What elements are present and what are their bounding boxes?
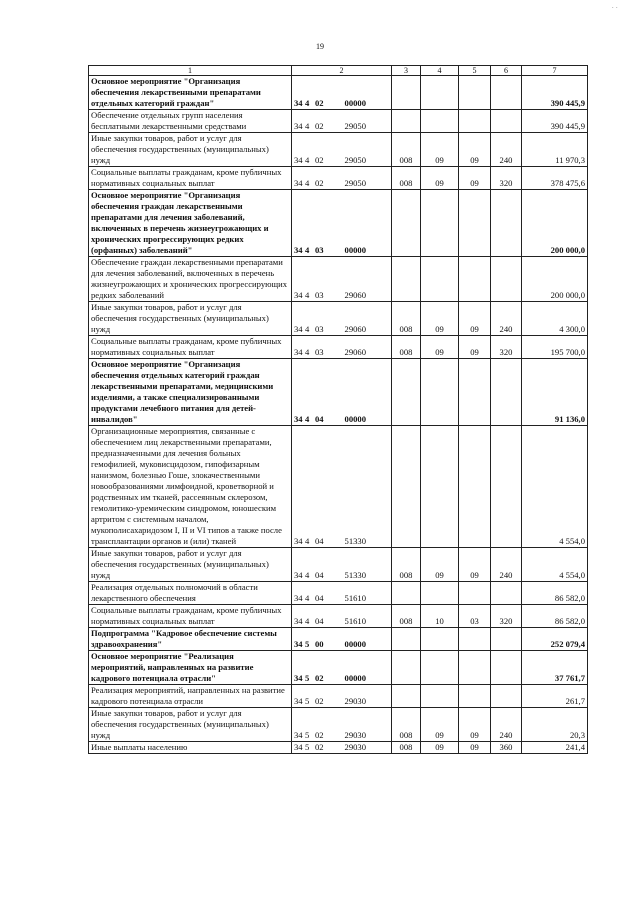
code-subprogram: 4 xyxy=(305,616,310,626)
header-cell: 3 xyxy=(392,66,421,76)
row-section-cell xyxy=(421,359,459,426)
row-ministry-cell xyxy=(392,628,421,651)
row-name-cell: Реализация мероприятий, направленных на развитие кадрового потенциала отрасли xyxy=(89,685,292,708)
header-cell: 5 xyxy=(459,66,491,76)
row-section-cell: 09 xyxy=(421,708,459,742)
table-row xyxy=(89,605,588,628)
table-row xyxy=(89,742,588,754)
row-ministry-cell xyxy=(392,582,421,605)
row-section-cell: 09 xyxy=(421,302,459,336)
row-subsection-cell: 09 xyxy=(459,708,491,742)
code-subprogram: 4 xyxy=(305,98,310,108)
code-activity: 04 xyxy=(315,593,324,603)
table-row xyxy=(89,302,588,336)
code-direction: 29030 xyxy=(344,742,366,752)
row-subsection-cell xyxy=(459,359,491,426)
table-row-section xyxy=(89,76,588,110)
code-direction: 51610 xyxy=(344,616,366,626)
code-direction: 29050 xyxy=(344,155,366,165)
row-expense-type-cell xyxy=(491,76,522,110)
code-direction: 00000 xyxy=(344,414,366,424)
row-amount-cell: 4 554,0 xyxy=(522,548,588,582)
code-subprogram: 4 xyxy=(305,245,310,255)
code-subprogram: 4 xyxy=(305,155,310,165)
code-subprogram: 4 xyxy=(305,324,310,334)
table-row xyxy=(89,167,588,190)
row-name-cell: Обеспечение отдельных групп населения бесплатными лекарственными средствами xyxy=(89,110,292,133)
row-code-cell xyxy=(292,628,392,651)
code-subprogram: 4 xyxy=(305,347,310,357)
row-subsection-cell: 09 xyxy=(459,302,491,336)
row-section-cell xyxy=(421,628,459,651)
table-row xyxy=(89,708,588,742)
row-code-cell xyxy=(292,582,392,605)
code-subprogram: 4 xyxy=(305,178,310,188)
code-activity: 04 xyxy=(315,616,324,626)
row-section-cell xyxy=(421,651,459,685)
row-ministry-cell xyxy=(392,190,421,257)
row-amount-cell: 11 970,3 xyxy=(522,133,588,167)
code-activity: 02 xyxy=(315,178,324,188)
row-amount-cell: 91 136,0 xyxy=(522,359,588,426)
table-row-section xyxy=(89,190,588,257)
code-program: 34 xyxy=(294,536,303,546)
code-activity: 02 xyxy=(315,673,324,683)
row-name-cell: Основное мероприятие "Реализация мероприятий, направленных на развитие кадрового потенциала отрасли" xyxy=(89,651,292,685)
row-ministry-cell: 008 xyxy=(392,167,421,190)
code-activity: 03 xyxy=(315,245,324,255)
code-subprogram: 4 xyxy=(305,121,310,131)
row-amount-cell: 195 700,0 xyxy=(522,336,588,359)
code-activity: 02 xyxy=(315,121,324,131)
row-subsection-cell xyxy=(459,628,491,651)
row-section-cell xyxy=(421,426,459,548)
row-amount-cell: 20,3 xyxy=(522,708,588,742)
row-subsection-cell xyxy=(459,110,491,133)
row-expense-type-cell: 240 xyxy=(491,133,522,167)
row-code-cell xyxy=(292,742,392,754)
table-row xyxy=(89,582,588,605)
row-section-cell xyxy=(421,582,459,605)
row-ministry-cell xyxy=(392,257,421,302)
row-name-cell: Основное мероприятие "Организация обеспечения граждан лекарственными препаратами для лечения заболеваний, включенных в перечень жизнеугрожающих и хронических прогрессирующих редких (орфанных) заболеваний" xyxy=(89,190,292,257)
row-ministry-cell: 008 xyxy=(392,605,421,628)
row-code-cell xyxy=(292,302,392,336)
code-program: 34 xyxy=(294,155,303,165)
code-subprogram: 4 xyxy=(305,570,310,580)
row-code-cell xyxy=(292,685,392,708)
row-ministry-cell xyxy=(392,651,421,685)
row-ministry-cell xyxy=(392,110,421,133)
row-code-cell xyxy=(292,257,392,302)
code-program: 34 xyxy=(294,639,303,649)
code-direction: 51330 xyxy=(344,570,366,580)
row-section-cell xyxy=(421,110,459,133)
row-expense-type-cell xyxy=(491,651,522,685)
code-subprogram: 5 xyxy=(305,639,310,649)
scan-edge-mark: · · xyxy=(611,4,618,12)
code-program: 34 xyxy=(294,290,303,300)
row-name-cell: Основное мероприятие "Организация обеспечения отдельных категорий граждан лекарственными препаратами, медицинскими изделиями, а также специализированными продуктами лечебного питания для детей-инвалидов" xyxy=(89,359,292,426)
code-program: 34 xyxy=(294,742,303,752)
code-activity: 02 xyxy=(315,742,324,752)
code-direction: 29030 xyxy=(344,696,366,706)
table-row-section xyxy=(89,628,588,651)
row-ministry-cell: 008 xyxy=(392,302,421,336)
code-program: 34 xyxy=(294,570,303,580)
row-expense-type-cell: 240 xyxy=(491,708,522,742)
row-subsection-cell: 09 xyxy=(459,548,491,582)
row-expense-type-cell xyxy=(491,582,522,605)
row-ministry-cell: 008 xyxy=(392,133,421,167)
code-activity: 03 xyxy=(315,324,324,334)
row-code-cell xyxy=(292,133,392,167)
code-direction: 00000 xyxy=(344,639,366,649)
row-name-cell: Социальные выплаты гражданам, кроме публичных нормативных социальных выплат xyxy=(89,336,292,359)
row-expense-type-cell xyxy=(491,359,522,426)
table-header-row xyxy=(89,66,588,76)
code-direction: 00000 xyxy=(344,245,366,255)
row-section-cell: 10 xyxy=(421,605,459,628)
code-program: 34 xyxy=(294,347,303,357)
code-subprogram: 4 xyxy=(305,414,310,424)
row-expense-type-cell xyxy=(491,110,522,133)
row-section-cell xyxy=(421,257,459,302)
code-subprogram: 5 xyxy=(305,673,310,683)
row-code-cell xyxy=(292,426,392,548)
row-subsection-cell xyxy=(459,190,491,257)
row-expense-type-cell: 240 xyxy=(491,302,522,336)
row-expense-type-cell: 360 xyxy=(491,742,522,754)
code-program: 34 xyxy=(294,245,303,255)
row-subsection-cell xyxy=(459,426,491,548)
row-section-cell: 09 xyxy=(421,548,459,582)
code-program: 34 xyxy=(294,616,303,626)
code-subprogram: 4 xyxy=(305,593,310,603)
row-expense-type-cell: 320 xyxy=(491,336,522,359)
code-subprogram: 4 xyxy=(305,536,310,546)
row-section-cell xyxy=(421,685,459,708)
row-ministry-cell xyxy=(392,76,421,110)
row-name-cell: Иные закупки товаров, работ и услуг для обеспечения государственных (муниципальных) нужд xyxy=(89,708,292,742)
row-code-cell xyxy=(292,651,392,685)
row-expense-type-cell: 240 xyxy=(491,548,522,582)
row-section-cell: 09 xyxy=(421,167,459,190)
code-direction: 29060 xyxy=(344,290,366,300)
row-code-cell xyxy=(292,708,392,742)
code-activity: 00 xyxy=(315,639,324,649)
header-cell: 4 xyxy=(421,66,459,76)
code-activity: 03 xyxy=(315,347,324,357)
row-code-cell xyxy=(292,190,392,257)
row-ministry-cell xyxy=(392,359,421,426)
row-amount-cell: 200 000,0 xyxy=(522,257,588,302)
budget-table xyxy=(88,65,588,754)
code-direction: 29060 xyxy=(344,347,366,357)
row-amount-cell: 86 582,0 xyxy=(522,582,588,605)
row-code-cell xyxy=(292,359,392,426)
header-cell: 7 xyxy=(522,66,588,76)
row-amount-cell: 37 761,7 xyxy=(522,651,588,685)
row-name-cell: Подпрограмма "Кадровое обеспечение системы здравоохранения" xyxy=(89,628,292,651)
row-ministry-cell: 008 xyxy=(392,336,421,359)
code-direction: 00000 xyxy=(344,98,366,108)
code-direction: 51610 xyxy=(344,593,366,603)
table-row xyxy=(89,548,588,582)
row-expense-type-cell xyxy=(491,685,522,708)
row-name-cell: Иные выплаты населению xyxy=(89,742,292,754)
code-direction: 51330 xyxy=(344,536,366,546)
row-section-cell: 09 xyxy=(421,742,459,754)
row-ministry-cell: 008 xyxy=(392,708,421,742)
code-program: 34 xyxy=(294,121,303,131)
code-direction: 29060 xyxy=(344,324,366,334)
row-subsection-cell: 09 xyxy=(459,133,491,167)
row-expense-type-cell xyxy=(491,190,522,257)
row-section-cell xyxy=(421,76,459,110)
code-direction: 00000 xyxy=(344,673,366,683)
row-amount-cell: 241,4 xyxy=(522,742,588,754)
row-expense-type-cell: 320 xyxy=(491,167,522,190)
code-program: 34 xyxy=(294,696,303,706)
code-program: 34 xyxy=(294,673,303,683)
row-subsection-cell xyxy=(459,651,491,685)
code-activity: 03 xyxy=(315,290,324,300)
row-amount-cell: 4 300,0 xyxy=(522,302,588,336)
row-expense-type-cell: 320 xyxy=(491,605,522,628)
code-activity: 02 xyxy=(315,155,324,165)
code-activity: 02 xyxy=(315,696,324,706)
table-row xyxy=(89,685,588,708)
row-name-cell: Реализация отдельных полномочий в области лекарственного обеспечения xyxy=(89,582,292,605)
header-cell: 2 xyxy=(292,66,392,76)
row-amount-cell: 261,7 xyxy=(522,685,588,708)
row-subsection-cell xyxy=(459,685,491,708)
row-subsection-cell: 09 xyxy=(459,336,491,359)
table-row xyxy=(89,426,588,548)
row-code-cell xyxy=(292,76,392,110)
code-direction: 29030 xyxy=(344,730,366,740)
row-amount-cell: 390 445,9 xyxy=(522,76,588,110)
row-amount-cell: 86 582,0 xyxy=(522,605,588,628)
page-number: 19 xyxy=(316,42,324,51)
code-program: 34 xyxy=(294,324,303,334)
code-subprogram: 5 xyxy=(305,730,310,740)
code-activity: 04 xyxy=(315,536,324,546)
header-cell: 1 xyxy=(89,66,292,76)
row-amount-cell: 252 079,4 xyxy=(522,628,588,651)
code-program: 34 xyxy=(294,593,303,603)
code-subprogram: 5 xyxy=(305,696,310,706)
table-row xyxy=(89,110,588,133)
code-activity: 04 xyxy=(315,570,324,580)
table-row xyxy=(89,257,588,302)
row-name-cell: Обеспечение граждан лекарственными препаратами для лечения заболеваний, включенных в перечень жизнеугрожающих и хронических прогрессирующих редких заболеваний xyxy=(89,257,292,302)
row-section-cell: 09 xyxy=(421,133,459,167)
row-ministry-cell xyxy=(392,426,421,548)
row-name-cell: Иные закупки товаров, работ и услуг для обеспечения государственных (муниципальных) нужд xyxy=(89,133,292,167)
row-subsection-cell xyxy=(459,582,491,605)
row-expense-type-cell xyxy=(491,426,522,548)
code-activity: 04 xyxy=(315,414,324,424)
row-amount-cell: 4 554,0 xyxy=(522,426,588,548)
row-section-cell: 09 xyxy=(421,336,459,359)
code-activity: 02 xyxy=(315,730,324,740)
code-subprogram: 4 xyxy=(305,290,310,300)
code-program: 34 xyxy=(294,730,303,740)
row-subsection-cell: 09 xyxy=(459,167,491,190)
row-amount-cell: 378 475,6 xyxy=(522,167,588,190)
code-activity: 02 xyxy=(315,98,324,108)
row-subsection-cell xyxy=(459,76,491,110)
row-subsection-cell: 03 xyxy=(459,605,491,628)
row-code-cell xyxy=(292,605,392,628)
row-name-cell: Социальные выплаты гражданам, кроме публичных нормативных социальных выплат xyxy=(89,167,292,190)
row-subsection-cell: 09 xyxy=(459,742,491,754)
row-amount-cell: 200 000,0 xyxy=(522,190,588,257)
code-program: 34 xyxy=(294,414,303,424)
code-subprogram: 5 xyxy=(305,742,310,752)
row-subsection-cell xyxy=(459,257,491,302)
code-program: 34 xyxy=(294,178,303,188)
row-code-cell xyxy=(292,167,392,190)
row-name-cell: Социальные выплаты гражданам, кроме публичных нормативных социальных выплат xyxy=(89,605,292,628)
row-code-cell xyxy=(292,336,392,359)
row-amount-cell: 390 445,9 xyxy=(522,110,588,133)
code-direction: 29050 xyxy=(344,121,366,131)
table-row-section xyxy=(89,359,588,426)
row-name-cell: Основное мероприятие "Организация обеспечения лекарственными препаратами отдельных категорий граждан" xyxy=(89,76,292,110)
code-program: 34 xyxy=(294,98,303,108)
row-ministry-cell: 008 xyxy=(392,742,421,754)
table-row-section xyxy=(89,651,588,685)
row-name-cell: Иные закупки товаров, работ и услуг для обеспечения государственных (муниципальных) нужд xyxy=(89,302,292,336)
row-code-cell xyxy=(292,110,392,133)
table-row xyxy=(89,133,588,167)
header-cell: 6 xyxy=(491,66,522,76)
row-section-cell xyxy=(421,190,459,257)
table-row xyxy=(89,336,588,359)
row-code-cell xyxy=(292,548,392,582)
code-direction: 29050 xyxy=(344,178,366,188)
row-expense-type-cell xyxy=(491,257,522,302)
row-name-cell: Иные закупки товаров, работ и услуг для обеспечения государственных (муниципальных) нужд xyxy=(89,548,292,582)
row-name-cell: Организационные мероприятия, связанные с обеспечением лиц лекарственными препаратами, предназначенными для лечения больных гемофилией, муковисцидозом, гипофизарным нанизмом, болезнью Гоше, злокачественными новообразованиями лимфоидной, кроветворной и родственных им тканей, рассеянным склерозом, гемолитико-уремическим синдромом, юношеским артритом с системным началом, мукополисахаридозом I, II и VI типов а также после трансплантации органов и (или) тканей xyxy=(89,426,292,548)
row-ministry-cell: 008 xyxy=(392,548,421,582)
row-expense-type-cell xyxy=(491,628,522,651)
row-ministry-cell xyxy=(392,685,421,708)
